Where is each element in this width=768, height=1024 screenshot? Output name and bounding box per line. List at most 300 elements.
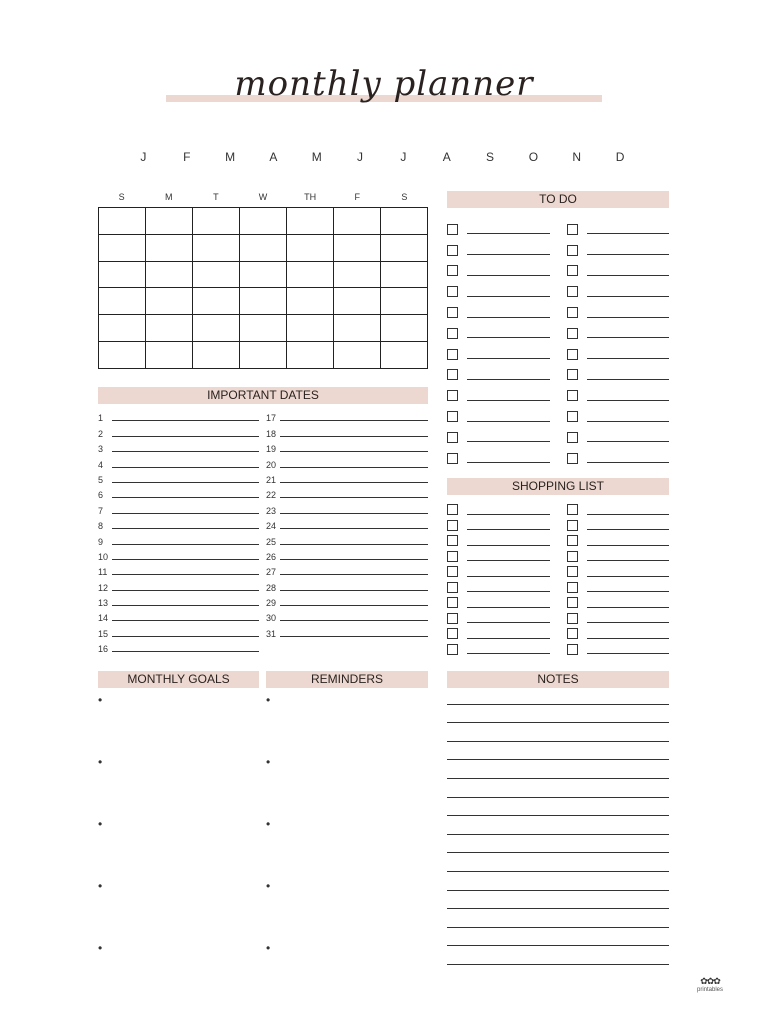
- checklist-item: [447, 385, 550, 406]
- bullet-point: •: [266, 755, 271, 769]
- calendar-day-cell: [193, 208, 240, 235]
- date-row: [98, 593, 259, 608]
- checklist-item: [567, 406, 669, 427]
- checklist-item: [447, 281, 550, 302]
- checkbox-icon: [447, 628, 458, 639]
- checklist-line: [587, 349, 669, 359]
- date-number: 24: [266, 521, 277, 532]
- date-number: 6: [98, 490, 104, 501]
- checklist-item: [567, 595, 669, 611]
- date-line: [280, 567, 428, 575]
- monthly-goals-list: [98, 694, 259, 1004]
- note-line: [447, 816, 669, 835]
- calendar-day-cell: [287, 315, 334, 342]
- date-number: 16: [98, 644, 109, 655]
- date-number: 27: [266, 567, 277, 578]
- todo-header: TO DO: [447, 191, 669, 208]
- calendar-day-cell: [240, 315, 287, 342]
- checkbox-icon: [567, 628, 578, 639]
- date-number: 30: [266, 613, 277, 624]
- calendar-day-cell: [334, 315, 381, 342]
- weekday-label: F: [354, 192, 361, 202]
- checkbox-icon: [567, 535, 578, 546]
- brand-logo-text: printables: [696, 987, 723, 993]
- checkbox-icon: [447, 328, 458, 339]
- date-row: [98, 500, 259, 515]
- date-number: 19: [266, 444, 277, 455]
- checkbox-icon: [447, 286, 458, 297]
- checklist-item: [447, 595, 550, 611]
- reminders-header: REMINDERS: [266, 671, 428, 688]
- date-number: 26: [266, 551, 277, 562]
- checklist-line: [467, 287, 550, 297]
- weekday-label: W: [258, 192, 268, 202]
- note-line: [447, 686, 669, 705]
- month-letter: A: [442, 150, 452, 164]
- checklist-line: [587, 391, 669, 401]
- date-row: [266, 423, 428, 438]
- date-number: 17: [266, 413, 277, 424]
- checklist-line: [467, 582, 550, 592]
- date-number: 28: [266, 582, 277, 593]
- date-line: [112, 644, 259, 652]
- calendar-day-cell: [381, 234, 428, 261]
- checklist-line: [467, 453, 550, 463]
- weekday-label: S: [118, 192, 125, 202]
- checkbox-icon: [567, 265, 578, 276]
- date-line: [112, 629, 259, 637]
- checklist-line: [467, 567, 550, 577]
- date-row: [266, 408, 428, 423]
- flower-icon: ✿✿✿: [700, 976, 720, 986]
- checklist-item: [447, 219, 550, 240]
- note-line: [447, 742, 669, 761]
- checkbox-icon: [447, 349, 458, 360]
- checklist-item: [567, 448, 669, 469]
- checkbox-icon: [567, 390, 578, 401]
- date-number: 25: [266, 536, 277, 547]
- checklist-line: [587, 613, 669, 623]
- bullet-point: •: [266, 879, 271, 893]
- checklist-line: [467, 629, 550, 639]
- date-line: [112, 521, 259, 529]
- checklist-item: [447, 344, 550, 365]
- checkbox-icon: [567, 520, 578, 531]
- checkbox-icon: [447, 535, 458, 546]
- calendar-day-cell: [240, 288, 287, 315]
- checklist-line: [467, 551, 550, 561]
- month-strip: [122, 150, 642, 166]
- calendar-day-cell: [334, 208, 381, 235]
- calendar-day-cell: [99, 315, 146, 342]
- checkbox-icon: [447, 597, 458, 608]
- date-number: 21: [266, 474, 277, 485]
- shopping-list-right: [567, 502, 669, 657]
- checklist-item: [567, 365, 669, 386]
- calendar-day-cell: [287, 234, 334, 261]
- month-letter: F: [183, 150, 191, 164]
- bullet-point: •: [266, 817, 271, 831]
- checklist-line: [467, 370, 550, 380]
- date-number: 23: [266, 505, 277, 516]
- checklist-line: [467, 349, 550, 359]
- checklist-item: [447, 533, 550, 549]
- checklist-line: [467, 308, 550, 318]
- date-row: [98, 531, 259, 546]
- calendar-week-row: [99, 261, 428, 288]
- month-letter: S: [486, 150, 495, 164]
- date-row: [98, 439, 259, 454]
- checkbox-icon: [447, 453, 458, 464]
- checkbox-icon: [447, 245, 458, 256]
- calendar-day-cell: [240, 342, 287, 369]
- checklist-line: [467, 644, 550, 654]
- calendar-day-cell: [193, 261, 240, 288]
- checklist-line: [467, 245, 550, 255]
- date-row: [98, 623, 259, 638]
- calendar-day-cell: [240, 261, 287, 288]
- month-letter: O: [528, 150, 539, 164]
- note-line: [447, 928, 669, 947]
- date-row: [98, 516, 259, 531]
- calendar-day-cell: [146, 234, 193, 261]
- notes-lines: [447, 686, 669, 965]
- calendar-day-cell: [287, 288, 334, 315]
- checkbox-icon: [567, 307, 578, 318]
- date-number: 7: [98, 505, 104, 516]
- date-row: [98, 577, 259, 592]
- checklist-item: [567, 323, 669, 344]
- checkbox-icon: [447, 566, 458, 577]
- checkbox-icon: [567, 597, 578, 608]
- checklist-line: [587, 412, 669, 422]
- important-dates-right: [266, 408, 428, 639]
- important-dates-left: [98, 408, 259, 654]
- checklist-line: [467, 598, 550, 608]
- checklist-line: [587, 224, 669, 234]
- note-line: [447, 723, 669, 742]
- date-line: [112, 613, 259, 621]
- checklist-line: [587, 644, 669, 654]
- checklist-item: [567, 302, 669, 323]
- todo-list-left: [447, 219, 550, 469]
- checklist-item: [567, 344, 669, 365]
- calendar-day-cell: [99, 208, 146, 235]
- calendar-day-cell: [287, 208, 334, 235]
- month-letter: J: [400, 150, 407, 164]
- date-line: [112, 413, 259, 421]
- date-row: [266, 577, 428, 592]
- date-number: 11: [98, 567, 108, 578]
- date-row: [98, 639, 259, 654]
- checklist-line: [587, 567, 669, 577]
- checkbox-icon: [447, 551, 458, 562]
- date-line: [280, 475, 428, 483]
- checkbox-icon: [567, 286, 578, 297]
- date-row: [98, 408, 259, 423]
- date-row: [98, 454, 259, 469]
- date-row: [266, 531, 428, 546]
- checkbox-icon: [567, 411, 578, 422]
- checklist-line: [587, 328, 669, 338]
- checkbox-icon: [567, 504, 578, 515]
- shopping-list-left: [447, 502, 550, 657]
- date-row: [266, 485, 428, 500]
- date-line: [112, 583, 259, 591]
- checklist-item: [567, 533, 669, 549]
- date-line: [280, 490, 428, 498]
- calendar-day-cell: [334, 288, 381, 315]
- calendar-week-row: [99, 342, 428, 369]
- checkbox-icon: [567, 224, 578, 235]
- checklist-item: [567, 261, 669, 282]
- bullet-point: •: [98, 755, 103, 769]
- checklist-line: [467, 613, 550, 623]
- note-line: [447, 872, 669, 891]
- checkbox-icon: [567, 328, 578, 339]
- checklist-line: [467, 520, 550, 530]
- date-line: [280, 629, 428, 637]
- checklist-item: [447, 323, 550, 344]
- date-row: [98, 485, 259, 500]
- date-row: [266, 470, 428, 485]
- date-number: 12: [98, 582, 109, 593]
- date-number: 5: [98, 474, 104, 485]
- calendar-week-row: [99, 208, 428, 235]
- checklist-line: [467, 224, 550, 234]
- date-row: [98, 562, 259, 577]
- checklist-line: [467, 266, 550, 276]
- date-row: [266, 454, 428, 469]
- checklist-item: [567, 385, 669, 406]
- note-line: [447, 798, 669, 817]
- weekday-label: M: [164, 192, 173, 202]
- calendar-day-cell: [287, 342, 334, 369]
- calendar-day-cell: [193, 315, 240, 342]
- checkbox-icon: [567, 582, 578, 593]
- date-line: [280, 537, 428, 545]
- date-number: 22: [266, 490, 277, 501]
- date-row: [266, 593, 428, 608]
- checklist-line: [587, 453, 669, 463]
- date-line: [112, 506, 259, 514]
- note-line: [447, 705, 669, 724]
- checklist-item: [447, 240, 550, 261]
- bullet-point: •: [98, 817, 103, 831]
- note-line: [447, 835, 669, 854]
- weekday-label: T: [213, 192, 219, 202]
- date-line: [280, 429, 428, 437]
- checkbox-icon: [447, 265, 458, 276]
- calendar-week-row: [99, 315, 428, 342]
- checkbox-icon: [447, 613, 458, 624]
- calendar-day-cell: [193, 342, 240, 369]
- checklist-item: [567, 219, 669, 240]
- checklist-item: [567, 518, 669, 534]
- date-number: 13: [98, 598, 109, 609]
- date-row: [98, 547, 259, 562]
- calendar-day-cell: [381, 208, 428, 235]
- checkbox-icon: [447, 582, 458, 593]
- checklist-item: [447, 549, 550, 565]
- date-line: [280, 613, 428, 621]
- checklist-line: [587, 266, 669, 276]
- date-line: [280, 521, 428, 529]
- checklist-item: [447, 642, 550, 658]
- checklist-item: [447, 580, 550, 596]
- checklist-item: [447, 406, 550, 427]
- date-line: [112, 598, 259, 606]
- checkbox-icon: [567, 369, 578, 380]
- checklist-line: [587, 432, 669, 442]
- checklist-item: [447, 518, 550, 534]
- checklist-item: [567, 240, 669, 261]
- checklist-line: [587, 629, 669, 639]
- checklist-item: [567, 564, 669, 580]
- date-line: [280, 583, 428, 591]
- bullet-point: •: [98, 941, 103, 955]
- checkbox-icon: [447, 644, 458, 655]
- checklist-line: [467, 536, 550, 546]
- checkbox-icon: [567, 566, 578, 577]
- date-row: [98, 608, 259, 623]
- checklist-item: [447, 564, 550, 580]
- checklist-line: [467, 505, 550, 515]
- bullet-point: •: [266, 693, 271, 707]
- checklist-line: [467, 432, 550, 442]
- month-letter: M: [311, 150, 323, 164]
- calendar-day-cell: [381, 315, 428, 342]
- checklist-line: [587, 505, 669, 515]
- note-line: [447, 909, 669, 928]
- calendar-day-cell: [287, 261, 334, 288]
- date-number: 10: [98, 551, 109, 562]
- date-row: [266, 500, 428, 515]
- checkbox-icon: [567, 613, 578, 624]
- checkbox-icon: [447, 307, 458, 318]
- checklist-item: [447, 427, 550, 448]
- brand-logo: [688, 976, 732, 993]
- note-line: [447, 760, 669, 779]
- date-number: 20: [266, 459, 277, 470]
- date-number: 1: [98, 413, 104, 424]
- calendar-day-cell: [99, 288, 146, 315]
- checklist-line: [587, 598, 669, 608]
- date-line: [112, 475, 259, 483]
- date-row: [266, 623, 428, 638]
- calendar-day-cell: [240, 208, 287, 235]
- checkbox-icon: [447, 411, 458, 422]
- note-line: [447, 946, 669, 965]
- date-row: [266, 547, 428, 562]
- checklist-item: [447, 365, 550, 386]
- checklist-item: [567, 502, 669, 518]
- month-letter: N: [572, 150, 582, 164]
- calendar-day-cell: [381, 342, 428, 369]
- date-number: 4: [98, 459, 104, 470]
- checkbox-icon: [447, 224, 458, 235]
- checkbox-icon: [567, 644, 578, 655]
- checklist-item: [567, 626, 669, 642]
- checkbox-icon: [447, 432, 458, 443]
- shopping-list-header: SHOPPING LIST: [447, 478, 669, 495]
- calendar-week-row: [99, 234, 428, 261]
- date-line: [280, 506, 428, 514]
- weekday-header: [98, 192, 428, 202]
- checklist-item: [447, 302, 550, 323]
- checklist-item: [447, 448, 550, 469]
- checkbox-icon: [447, 520, 458, 531]
- checkbox-icon: [567, 349, 578, 360]
- calendar-grid: [98, 207, 428, 369]
- checklist-item: [567, 642, 669, 658]
- checklist-line: [587, 245, 669, 255]
- date-line: [112, 537, 259, 545]
- checklist-item: [567, 549, 669, 565]
- bullet-point: •: [266, 941, 271, 955]
- date-number: 18: [266, 428, 277, 439]
- date-line: [280, 460, 428, 468]
- date-line: [112, 460, 259, 468]
- calendar-day-cell: [381, 288, 428, 315]
- weekday-label: TH: [304, 192, 317, 202]
- weekday-label: S: [401, 192, 408, 202]
- date-line: [112, 567, 259, 575]
- date-row: [266, 516, 428, 531]
- date-number: 14: [98, 613, 109, 624]
- calendar-day-cell: [240, 234, 287, 261]
- calendar-day-cell: [381, 261, 428, 288]
- date-number: 15: [98, 628, 109, 639]
- date-line: [112, 444, 259, 452]
- bullet-point: •: [98, 693, 103, 707]
- checkbox-icon: [447, 504, 458, 515]
- checkbox-icon: [447, 369, 458, 380]
- bullet-point: •: [98, 879, 103, 893]
- date-number: 31: [266, 628, 277, 639]
- date-row: [98, 423, 259, 438]
- calendar-day-cell: [146, 208, 193, 235]
- checklist-line: [467, 328, 550, 338]
- calendar-day-cell: [99, 234, 146, 261]
- date-row: [266, 562, 428, 577]
- note-line: [447, 779, 669, 798]
- todo-list-right: [567, 219, 669, 469]
- checklist-item: [567, 427, 669, 448]
- date-row: [98, 470, 259, 485]
- date-number: 2: [98, 428, 104, 439]
- date-line: [280, 552, 428, 560]
- checklist-line: [587, 287, 669, 297]
- calendar-day-cell: [334, 342, 381, 369]
- calendar-day-cell: [334, 261, 381, 288]
- checklist-line: [587, 520, 669, 530]
- date-row: [266, 608, 428, 623]
- checkbox-icon: [567, 453, 578, 464]
- monthly-goals-header: MONTHLY GOALS: [98, 671, 259, 688]
- calendar-day-cell: [334, 234, 381, 261]
- month-letter: A: [269, 150, 278, 164]
- checklist-item: [567, 580, 669, 596]
- calendar-day-cell: [146, 342, 193, 369]
- reminders-list: [266, 694, 428, 1004]
- checklist-line: [587, 582, 669, 592]
- checklist-item: [447, 626, 550, 642]
- checklist-item: [567, 611, 669, 627]
- checklist-line: [467, 412, 550, 422]
- checklist-line: [587, 551, 669, 561]
- checklist-item: [447, 502, 550, 518]
